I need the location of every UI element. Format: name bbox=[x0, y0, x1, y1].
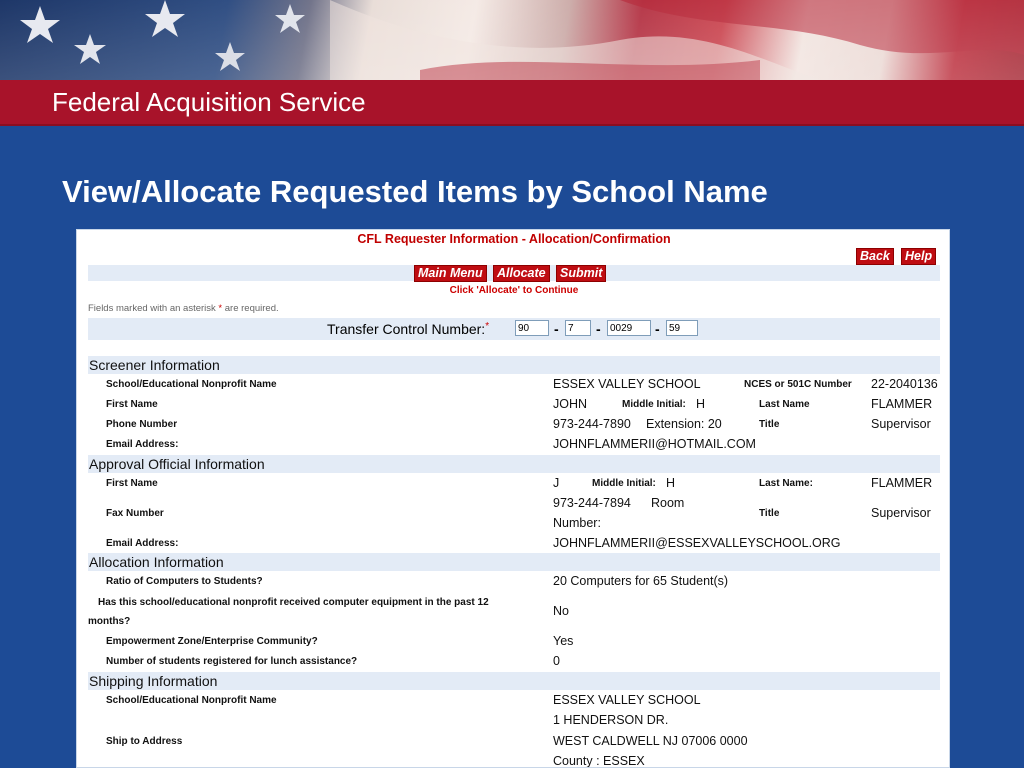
screener-last-name-label: Last Name bbox=[759, 399, 810, 410]
screener-email-value: JOHNFLAMMERII@HOTMAIL.COM bbox=[553, 437, 756, 451]
help-button[interactable]: Help bbox=[901, 248, 936, 265]
screener-school-label: School/Educational Nonprofit Name bbox=[106, 379, 277, 390]
approval-first-name-label: First Name bbox=[106, 478, 158, 489]
approval-fax-label: Fax Number bbox=[106, 508, 164, 519]
screener-last-name-value: FLAMMER bbox=[871, 397, 933, 411]
approval-room-label: Room bbox=[651, 496, 685, 510]
screener-first-name-value: JOHN bbox=[553, 397, 588, 411]
ship-to-address-label: Ship to Address bbox=[106, 736, 183, 747]
screener-middle-initial-label: Middle Initial: bbox=[622, 399, 686, 410]
shipping-heading: Shipping Information bbox=[89, 673, 218, 689]
allocate-button[interactable]: Allocate bbox=[493, 265, 550, 282]
required-note-prefix: Fields marked with an asterisk bbox=[88, 303, 216, 314]
approval-middle-initial-value: H bbox=[666, 476, 676, 490]
lunch-assistance-label: Number of students registered for lunch assistance? bbox=[106, 656, 358, 667]
screener-title-label: Title bbox=[759, 419, 780, 430]
flag-banner bbox=[0, 0, 1024, 80]
page-title: View/Allocate Requested Items by School Name bbox=[62, 174, 768, 209]
approval-fax-value: 973-244-7894 bbox=[553, 496, 631, 510]
lunch-assistance-value: 0 bbox=[553, 654, 560, 668]
received-equipment-value: No bbox=[553, 604, 569, 618]
main-menu-button[interactable]: Main Menu bbox=[414, 265, 487, 282]
nces-value: 22-2040136 bbox=[871, 377, 938, 391]
tcn-label-text: Transfer Control Number: bbox=[327, 321, 486, 337]
submit-button[interactable]: Submit bbox=[556, 265, 606, 282]
received-equipment-label: Has this school/educational nonprofit received computer equipment in the past 12 bbox=[98, 597, 489, 608]
approval-middle-initial-label: Middle Initial: bbox=[592, 478, 656, 489]
flag-image bbox=[0, 0, 1024, 80]
received-equipment-label-cont: months? bbox=[88, 616, 131, 627]
required-note-suffix: are required. bbox=[224, 303, 279, 314]
tcn-separator: - bbox=[554, 321, 559, 337]
instruction-text: Click 'Allocate' to Continue bbox=[449, 285, 579, 296]
shipping-address-line2: WEST CALDWELL NJ 07006 0000 bbox=[553, 734, 748, 748]
tcn-band bbox=[88, 318, 940, 340]
approval-room-number-label: Number: bbox=[553, 516, 601, 530]
screener-first-name-label: First Name bbox=[106, 399, 158, 410]
approval-title-value: Supervisor bbox=[871, 506, 931, 520]
empowerment-zone-label: Empowerment Zone/Enterprise Community? bbox=[106, 636, 318, 647]
shipping-address-line1: 1 HENDERSON DR. bbox=[553, 713, 669, 727]
ratio-label: Ratio of Computers to Students? bbox=[106, 576, 263, 587]
screener-middle-initial-value: H bbox=[696, 397, 706, 411]
empowerment-zone-value: Yes bbox=[553, 634, 574, 648]
back-button[interactable]: Back bbox=[856, 248, 894, 265]
approval-heading: Approval Official Information bbox=[89, 456, 265, 472]
tcn-field-3[interactable] bbox=[607, 320, 651, 336]
tcn-field-1[interactable] bbox=[515, 320, 549, 336]
allocation-heading: Allocation Information bbox=[89, 554, 224, 570]
agency-name: Federal Acquisition Service bbox=[52, 87, 366, 117]
approval-last-name-label: Last Name: bbox=[759, 478, 813, 489]
screener-title-value: Supervisor bbox=[871, 417, 931, 431]
form-title: CFL Requester Information - Allocation/Confirmation bbox=[357, 232, 671, 246]
tcn-separator: - bbox=[596, 321, 601, 337]
approval-email-label: Email Address: bbox=[106, 538, 179, 549]
nces-label: NCES or 501C Number bbox=[744, 379, 852, 390]
form-screenshot bbox=[76, 229, 950, 768]
ratio-value: 20 Computers for 65 Student(s) bbox=[553, 574, 729, 588]
shipping-school-value: ESSEX VALLEY SCHOOL bbox=[553, 693, 701, 707]
approval-title-label: Title bbox=[759, 508, 780, 519]
approval-email-value: JOHNFLAMMERII@ESSEXVALLEYSCHOOL.ORG bbox=[553, 536, 841, 550]
shipping-school-label: School/Educational Nonprofit Name bbox=[106, 695, 277, 706]
approval-last-name-value: FLAMMER bbox=[871, 476, 933, 490]
tcn-field-4[interactable] bbox=[666, 320, 698, 336]
tcn-asterisk: * bbox=[485, 321, 490, 332]
tcn-separator: - bbox=[655, 321, 660, 337]
required-asterisk: * bbox=[218, 303, 223, 314]
shipping-county: County : ESSEX bbox=[553, 754, 645, 768]
screener-extension: Extension: 20 bbox=[646, 417, 722, 431]
screener-phone-value: 973-244-7890 bbox=[553, 417, 631, 431]
tcn-field-2[interactable] bbox=[565, 320, 591, 336]
tcn-label bbox=[327, 321, 489, 337]
screener-school-value: ESSEX VALLEY SCHOOL bbox=[553, 377, 701, 391]
screener-email-label: Email Address: bbox=[106, 439, 179, 450]
screener-phone-label: Phone Number bbox=[106, 419, 178, 430]
approval-first-name-value: J bbox=[553, 476, 560, 490]
screener-heading: Screener Information bbox=[89, 357, 220, 373]
required-note bbox=[88, 303, 279, 314]
